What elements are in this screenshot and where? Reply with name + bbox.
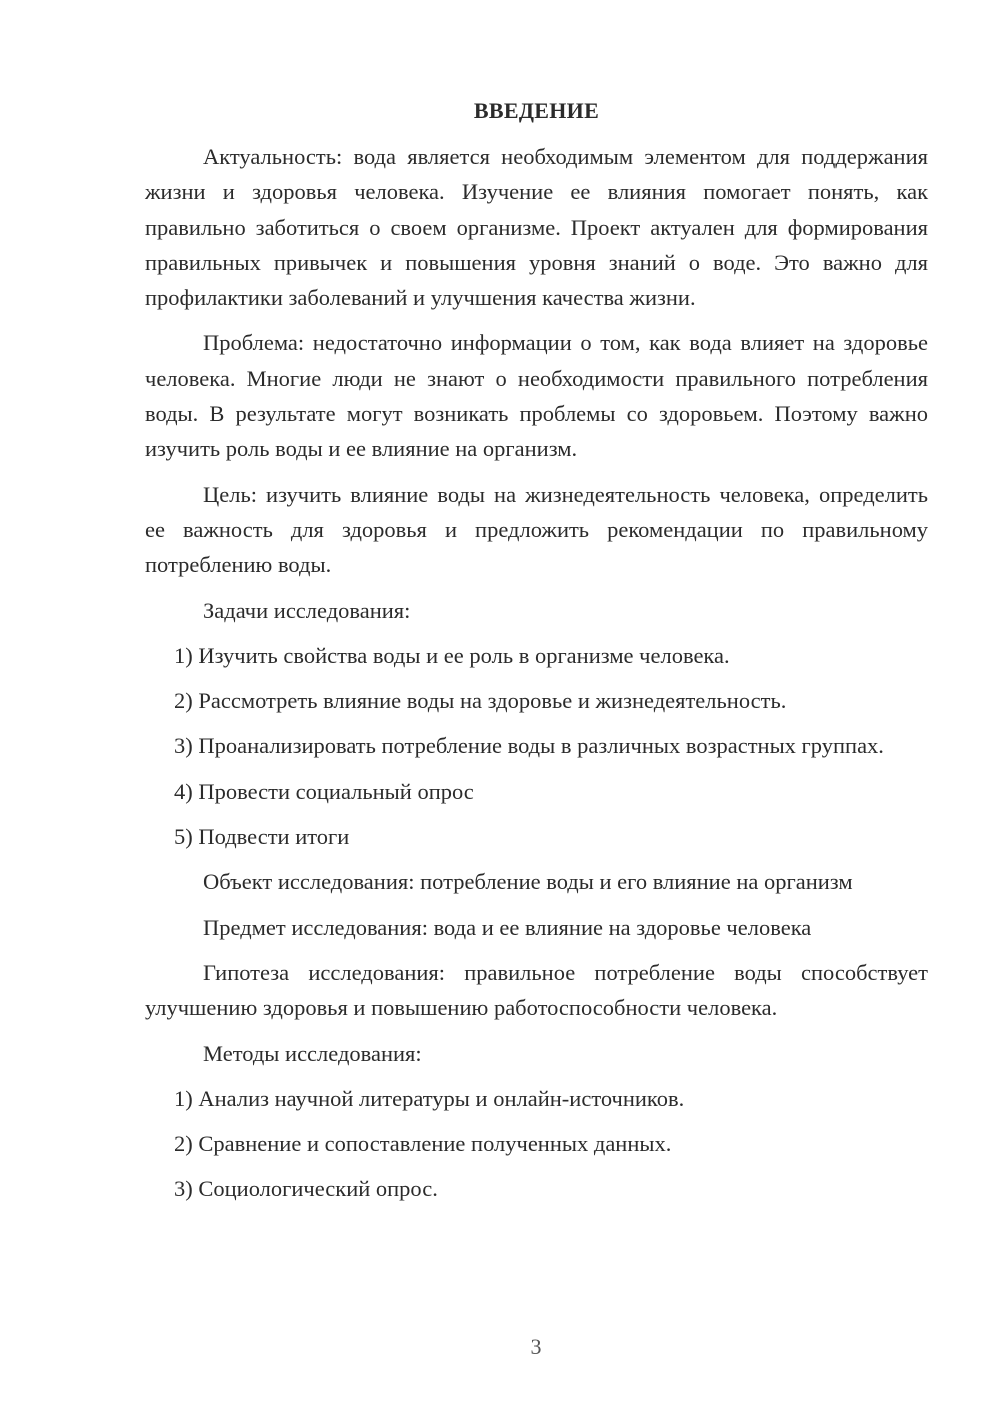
- subject-paragraph: Предмет исследования: вода и ее влияние на здоровье человека: [203, 914, 812, 940]
- object-paragraph: Объект исследования: потребление воды и его влияние на организм: [203, 869, 853, 895]
- task-item: 1) Изучить свойства воды и ее роль в организме человека.: [174, 642, 730, 668]
- method-item: 3) Социологический опрос.: [174, 1176, 438, 1202]
- section-title: ВВЕДЕНИЕ: [473, 98, 600, 123]
- goal-paragraph: Цель: изучить влияние воды на жизнедеятельность человека, определить ее важность для здоровья и предложить рекомендации по правильному потреблению воды.: [145, 481, 928, 578]
- methods-heading: Методы исследования:: [203, 1040, 422, 1066]
- hypothesis-paragraph: Гипотеза исследования: правильное потребление воды способствует улучшению здоровья и повышению работоспособности человека.: [145, 959, 928, 1021]
- tasks-heading: Задачи исследования:: [203, 597, 411, 623]
- task-item: 5) Подвести итоги: [174, 824, 350, 850]
- task-item: 3) Проанализировать потребление воды в различных возрастных группах.: [174, 733, 884, 759]
- task-item: 2) Рассмотреть влияние воды на здоровье и жизнедеятельность.: [174, 688, 787, 714]
- method-item: 1) Анализ научной литературы и онлайн-источников.: [174, 1085, 685, 1111]
- page-number: 3: [530, 1334, 542, 1359]
- method-item: 2) Сравнение и сопоставление полученных данных.: [174, 1131, 672, 1157]
- document-page: [145, 95, 928, 1217]
- problem-paragraph: Проблема: недостаточно информации о том, как вода влияет на здоровье человека. Многие люди не знают о необходимости правильного потребления воды. В результате могут возникать проблемы со здоровьем. Поэтому важно изучить роль воды и ее влияние на организм.: [145, 330, 928, 462]
- task-item: 4) Провести социальный опрос: [174, 778, 474, 804]
- relevance-paragraph: Актуальность: вода является необходимым элементом для поддержания жизни и здоровья человека. Изучение ее влияния помогает понять, как правильно заботиться о своем организме. Проект актуален для формирования правильных привычек и повышения уровня знаний о воде. Это важно для профилактики заболеваний и улучшения качества жизни.: [145, 144, 928, 311]
